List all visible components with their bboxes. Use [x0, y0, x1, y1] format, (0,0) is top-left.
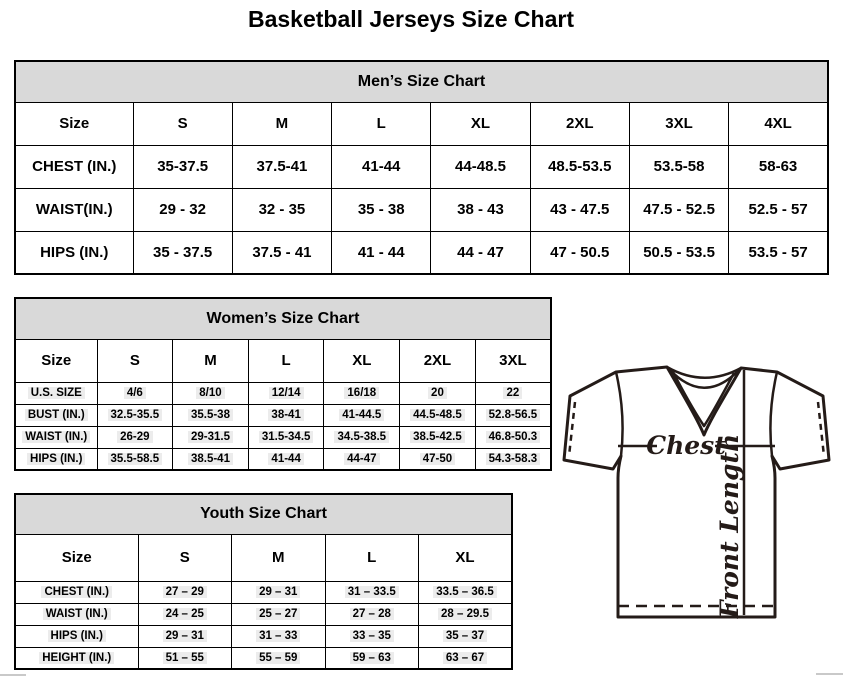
youth-cell-0-3-value: 33.5 – 36.5: [433, 586, 497, 598]
youth-cell-3-3: [419, 647, 513, 669]
youth-row-label-1: [15, 603, 138, 625]
womens-row-label-3: [15, 448, 97, 470]
youth-col-header-0: S: [138, 534, 232, 581]
youth-cell-2-0-value: 29 – 31: [163, 630, 207, 642]
mens-col-header-5: 3XL: [629, 102, 728, 145]
womens-cell-2-3: [324, 426, 400, 448]
youth-cell-1-3-value: 28 – 29.5: [438, 608, 492, 620]
mens-row-label-0: CHEST (IN.): [15, 145, 133, 188]
page-title: Basketball Jerseys Size Chart: [247, 6, 574, 32]
womens-col-header-4: 2XL: [400, 339, 476, 382]
womens-cell-2-3-value: 34.5-38.5: [334, 431, 389, 443]
youth-cell-2-2-value: 33 – 35: [350, 630, 394, 642]
youth-cell-0-1-value: 29 – 31: [256, 586, 300, 598]
womens-cell-0-5: [475, 382, 551, 404]
youth-cell-1-0: [138, 603, 232, 625]
youth-row-label-1-text: WAIST (IN.): [43, 608, 111, 620]
youth-row-label-2: [15, 625, 138, 647]
youth-row-label-3: [15, 647, 138, 669]
womens-cell-2-4-value: 38.5-42.5: [410, 431, 465, 443]
mens-band-row: [15, 61, 828, 102]
womens-data-row-0: [15, 382, 551, 404]
youth-row-label-0: [15, 581, 138, 603]
youth-row-label-3-text: HEIGHT (IN.): [39, 652, 114, 664]
mens-cell-1-4: 43 - 47.5: [530, 188, 629, 231]
mens-col-header-0: S: [133, 102, 232, 145]
womens-cell-0-3-value: 16/18: [344, 387, 379, 399]
mens-cell-1-1: 32 - 35: [232, 188, 331, 231]
youth-table-title: Youth Size Chart: [15, 494, 512, 534]
mens-size-header-row: [15, 102, 828, 145]
mens-col-header-1: M: [232, 102, 331, 145]
womens-cell-1-0: [97, 404, 173, 426]
youth-cell-1-1-value: 25 – 27: [256, 608, 300, 620]
womens-col-header-3: XL: [324, 339, 400, 382]
mens-cell-0-5: 53.5-58: [629, 145, 728, 188]
womens-cell-3-4: [400, 448, 476, 470]
mens-cell-0-1: 37.5-41: [232, 145, 331, 188]
womens-cell-3-1: [173, 448, 249, 470]
mens-cell-2-4: 47 - 50.5: [530, 231, 629, 274]
mens-cell-1-2: 35 - 38: [332, 188, 431, 231]
youth-row-label-2-text: HIPS (IN.): [48, 630, 106, 642]
womens-cell-0-2-value: 12/14: [269, 387, 304, 399]
youth-cell-0-0: [138, 581, 232, 603]
youth-size-header-row: [15, 534, 512, 581]
youth-cell-3-3-value: 63 – 67: [443, 652, 487, 664]
womens-cell-0-4-value: 20: [428, 387, 447, 399]
youth-cell-3-1: [232, 647, 326, 669]
womens-cell-0-5-value: 22: [503, 387, 522, 399]
front-length-label: Front Length: [715, 433, 744, 619]
womens-cell-0-1: [173, 382, 249, 404]
womens-col-header-5: 3XL: [475, 339, 551, 382]
womens-cell-1-3: [324, 404, 400, 426]
womens-cell-0-3: [324, 382, 400, 404]
mens-cell-0-4: 48.5-53.5: [530, 145, 629, 188]
jersey-measurement-diagram: [560, 358, 842, 648]
youth-cell-2-3: [419, 625, 513, 647]
mens-cell-1-6: 52.5 - 57: [729, 188, 828, 231]
jersey-illustration: [560, 358, 842, 648]
youth-cell-3-0-value: 51 – 55: [163, 652, 207, 664]
mens-cell-2-6: 53.5 - 57: [729, 231, 828, 274]
youth-cell-2-0: [138, 625, 232, 647]
youth-cell-1-2-value: 27 – 28: [350, 608, 394, 620]
youth-cell-2-3-value: 35 – 37: [443, 630, 487, 642]
womens-cell-3-0-value: 35.5-58.5: [108, 453, 163, 465]
youth-col-header-1: M: [232, 534, 326, 581]
jersey-outline: [564, 367, 829, 617]
mens-col-header-4: 2XL: [530, 102, 629, 145]
mens-cell-1-5: 47.5 - 52.5: [629, 188, 728, 231]
mens-cell-2-2: 41 - 44: [332, 231, 431, 274]
youth-cell-0-2-value: 31 – 33.5: [345, 586, 399, 598]
womens-cell-2-2: [248, 426, 324, 448]
youth-cell-0-2: [325, 581, 419, 603]
mens-size-label: Size: [15, 102, 133, 145]
womens-row-label-2-text: WAIST (IN.): [22, 431, 90, 443]
womens-size-table: [14, 297, 552, 471]
youth-cell-3-1-value: 55 – 59: [256, 652, 300, 664]
mens-cell-2-3: 44 - 47: [431, 231, 530, 274]
womens-cell-1-0-value: 32.5-35.5: [108, 409, 163, 421]
mens-cell-0-0: 35-37.5: [133, 145, 232, 188]
womens-cell-0-0: [97, 382, 173, 404]
mens-cell-2-1: 37.5 - 41: [232, 231, 331, 274]
youth-cell-1-0-value: 24 – 25: [163, 608, 207, 620]
mens-data-row-1: [15, 188, 828, 231]
womens-cell-1-5-value: 52.8-56.5: [486, 409, 541, 421]
womens-size-header-row: [15, 339, 551, 382]
mens-cell-0-2: 41-44: [332, 145, 431, 188]
youth-cell-2-1: [232, 625, 326, 647]
womens-cell-3-5: [475, 448, 551, 470]
womens-cell-0-1-value: 8/10: [196, 387, 224, 399]
chest-label: Chest: [646, 431, 726, 460]
youth-cell-0-3: [419, 581, 513, 603]
womens-cell-1-4: [400, 404, 476, 426]
youth-col-header-2: L: [325, 534, 419, 581]
womens-col-header-1: M: [173, 339, 249, 382]
youth-data-row-3: [15, 647, 512, 669]
youth-size-label: Size: [15, 534, 138, 581]
mens-data-row-0: [15, 145, 828, 188]
womens-row-label-1: [15, 404, 97, 426]
womens-cell-3-1-value: 38.5-41: [188, 453, 233, 465]
mens-row-label-1: WAIST(IN.): [15, 188, 133, 231]
youth-row-label-0-text: CHEST (IN.): [41, 586, 112, 598]
womens-data-row-1: [15, 404, 551, 426]
mens-col-header-2: L: [332, 102, 431, 145]
womens-row-label-1-text: BUST (IN.): [25, 409, 88, 421]
mens-size-table: [14, 60, 829, 275]
youth-cell-1-2: [325, 603, 419, 625]
womens-cell-3-2-value: 41-44: [268, 453, 303, 465]
womens-cell-2-1: [173, 426, 249, 448]
mens-table-title: Men’s Size Chart: [15, 61, 828, 102]
stray-mark-left: [0, 674, 26, 676]
mens-cell-2-0: 35 - 37.5: [133, 231, 232, 274]
mens-data-row-2: [15, 231, 828, 274]
womens-band-row: [15, 298, 551, 339]
womens-cell-3-4-value: 47-50: [420, 453, 455, 465]
mens-cell-1-0: 29 - 32: [133, 188, 232, 231]
womens-cell-2-2-value: 31.5-34.5: [259, 431, 314, 443]
youth-data-row-2: [15, 625, 512, 647]
womens-cell-1-4-value: 44.5-48.5: [410, 409, 465, 421]
youth-col-header-3: XL: [419, 534, 513, 581]
mens-cell-0-3: 44-48.5: [431, 145, 530, 188]
youth-data-row-1: [15, 603, 512, 625]
womens-cell-2-4: [400, 426, 476, 448]
youth-cell-1-3: [419, 603, 513, 625]
womens-cell-2-0-value: 26-29: [117, 431, 152, 443]
womens-cell-3-2: [248, 448, 324, 470]
womens-cell-3-0: [97, 448, 173, 470]
womens-data-row-2: [15, 426, 551, 448]
womens-cell-1-1-value: 35.5-38: [188, 409, 233, 421]
mens-cell-1-3: 38 - 43: [431, 188, 530, 231]
mens-col-header-3: XL: [431, 102, 530, 145]
womens-cell-2-0: [97, 426, 173, 448]
womens-row-label-2: [15, 426, 97, 448]
mens-cell-2-5: 50.5 - 53.5: [629, 231, 728, 274]
mens-row-label-2: HIPS (IN.): [15, 231, 133, 274]
womens-row-label-3-text: HIPS (IN.): [27, 453, 85, 465]
womens-cell-0-4: [400, 382, 476, 404]
mens-col-header-6: 4XL: [729, 102, 828, 145]
youth-data-row-0: [15, 581, 512, 603]
womens-cell-1-3-value: 41-44.5: [339, 409, 384, 421]
womens-cell-3-5-value: 54.3-58.3: [486, 453, 541, 465]
womens-row-label-0: [15, 382, 97, 404]
youth-cell-3-2: [325, 647, 419, 669]
womens-size-label: Size: [15, 339, 97, 382]
youth-cell-2-2: [325, 625, 419, 647]
youth-cell-2-1-value: 31 – 33: [256, 630, 300, 642]
youth-cell-0-1: [232, 581, 326, 603]
womens-cell-1-2-value: 38-41: [268, 409, 303, 421]
youth-cell-0-0-value: 27 – 29: [163, 586, 207, 598]
womens-col-header-0: S: [97, 339, 173, 382]
womens-cell-2-5: [475, 426, 551, 448]
womens-cell-3-3: [324, 448, 400, 470]
womens-cell-1-5: [475, 404, 551, 426]
womens-cell-1-1: [173, 404, 249, 426]
mens-cell-0-6: 58-63: [729, 145, 828, 188]
womens-row-label-0-text: U.S. SIZE: [28, 387, 85, 399]
womens-cell-2-1-value: 29-31.5: [188, 431, 233, 443]
womens-cell-1-2: [248, 404, 324, 426]
womens-cell-3-3-value: 44-47: [344, 453, 379, 465]
womens-col-header-2: L: [248, 339, 324, 382]
youth-size-table: [14, 493, 513, 670]
youth-cell-3-0: [138, 647, 232, 669]
womens-table-title: Women’s Size Chart: [15, 298, 551, 339]
youth-band-row: [15, 494, 512, 534]
youth-cell-3-2-value: 59 – 63: [350, 652, 394, 664]
womens-cell-0-0-value: 4/6: [124, 387, 146, 399]
womens-data-row-3: [15, 448, 551, 470]
youth-cell-1-1: [232, 603, 326, 625]
womens-cell-2-5-value: 46.8-50.3: [486, 431, 541, 443]
stray-mark-right: [816, 673, 843, 675]
womens-cell-0-2: [248, 382, 324, 404]
